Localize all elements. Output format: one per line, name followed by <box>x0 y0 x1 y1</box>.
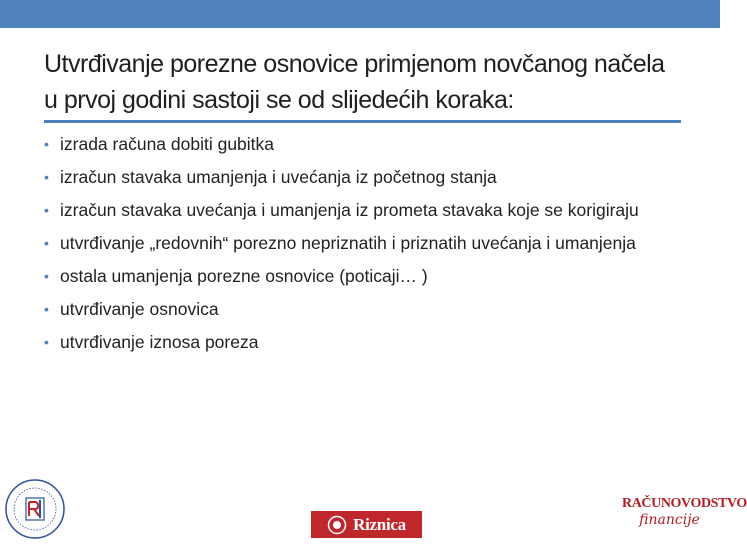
seal-logo <box>4 478 66 540</box>
bullet-text: utvrđivanje iznosa poreza <box>60 332 259 352</box>
riznica-emblem-icon <box>327 515 347 535</box>
bullet-icon: • <box>44 301 49 317</box>
bullet-text: izračun stavaka umanjenja i uvećanja iz početnog stanja <box>60 167 497 187</box>
bullet-text: utvrđivanje „redovnih“ porezno nepriznatih i priznatih uvećanja i umanjenja <box>60 233 636 253</box>
racunovodstvo-logo <box>622 496 747 540</box>
bullet-text: izračun stavaka uvećanja i umanjenja iz prometa stavaka koje se korigiraju <box>60 200 639 220</box>
bullet-icon: • <box>44 268 49 284</box>
bullet-item <box>44 132 694 156</box>
riznica-logo <box>311 511 422 538</box>
bullet-item <box>44 264 694 288</box>
financije-logo-text: financije <box>639 512 700 528</box>
bullet-item <box>44 330 694 354</box>
slide-title: Utvrđivanje porezne osnovice primjenom novčanog načela u prvoj godini sastoji se od slijedećih koraka: <box>44 50 665 114</box>
bullet-text: utvrđivanje osnovica <box>60 299 219 319</box>
bullet-text: izrada računa dobiti gubitka <box>60 134 275 154</box>
top-color-band <box>0 0 720 28</box>
riznica-logo-text: Riznica <box>353 514 406 534</box>
bullet-icon: • <box>44 169 49 185</box>
bullet-list <box>44 132 694 363</box>
bullet-text: ostala umanjenja porezne osnovice (poticaji… ) <box>60 266 428 286</box>
bullet-item <box>44 165 694 189</box>
bullet-item <box>44 297 694 321</box>
bullet-item <box>44 231 694 255</box>
title-underline <box>44 120 681 123</box>
bullet-icon: • <box>44 334 49 350</box>
bullet-icon: • <box>44 136 49 152</box>
seal-logo-icon <box>4 478 66 540</box>
bullet-icon: • <box>44 235 49 251</box>
bullet-item <box>44 198 694 222</box>
bullet-icon: • <box>44 202 49 218</box>
racunovodstvo-logo-text: RAČUNOVODSTVO <box>622 496 747 511</box>
